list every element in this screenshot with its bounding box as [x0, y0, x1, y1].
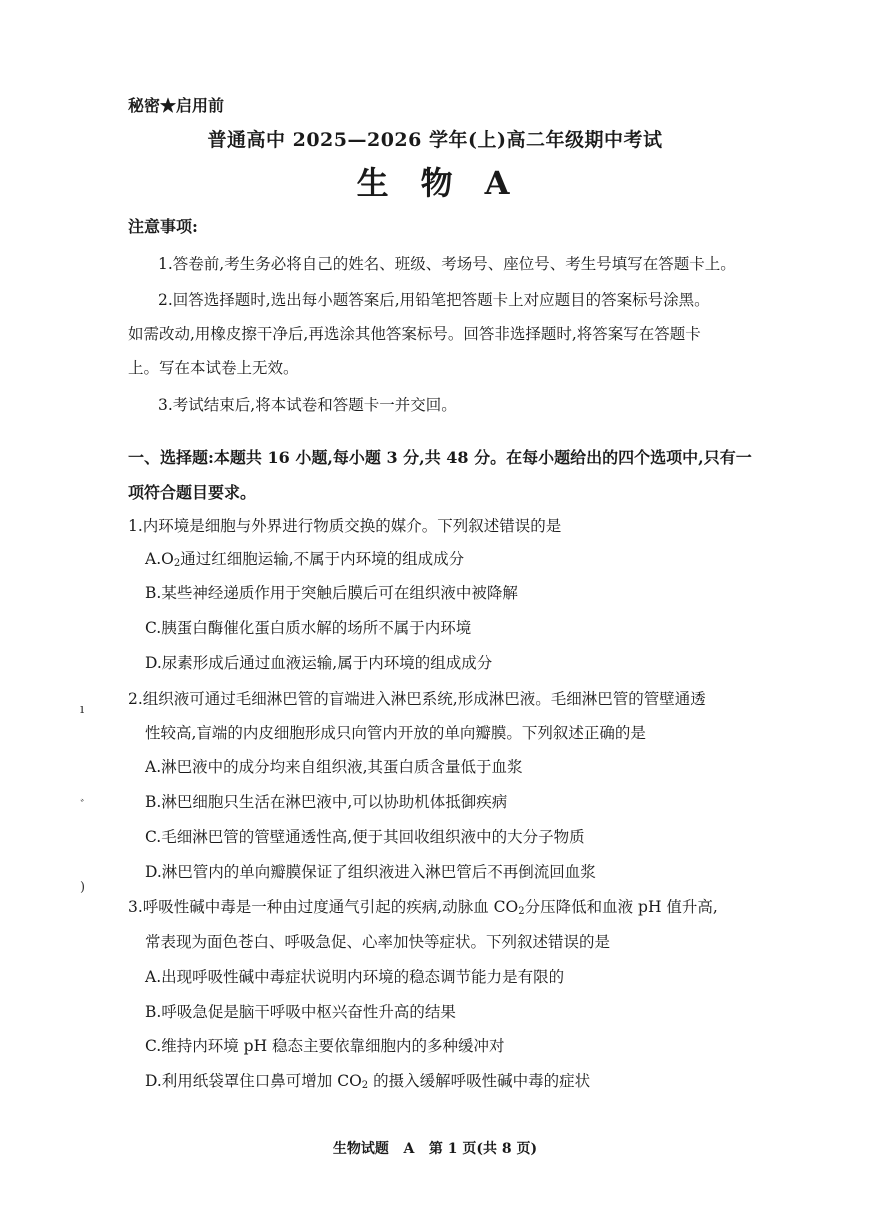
q1-option-b: B.某些神经递质作用于突触后膜后可在组织液中被降解 [145, 584, 518, 602]
notice-item-3: 3.考试结束后,将本试卷和答题卡一并交回。 [158, 396, 457, 414]
q2-option-d: D.淋巴管内的单向瓣膜保证了组织液进入淋巴管后不再倒流回血浆 [145, 863, 596, 881]
q1-option-a-text-2: 通过红细胞运输,不属于内环境的组成成分 [180, 550, 465, 568]
notice-item-2-line-3: 上。写在本试卷上无效。 [128, 359, 299, 377]
section-heading-line-1: 一、选择题:本题共 16 小题,每小题 3 分,共 48 分。在每小题给出的四个选项中,只有一 [128, 448, 752, 467]
q3-stem-line-2: 常表现为面色苍白、呼吸急促、心率加快等症状。下列叙述错误的是 [145, 933, 611, 951]
q2-option-b: B.淋巴细胞只生活在淋巴液中,可以协助机体抵御疾病 [145, 793, 508, 811]
notice-item-2-line-2: 如需改动,用橡皮擦干净后,再选涂其他答案标号。回答非选择题时,将答案写在答题卡 [128, 325, 701, 343]
confidential-label: 秘密★启用前 [128, 96, 225, 115]
exam-title: 普通高中 2025—2026 学年(上)高二年级期中考试 [207, 129, 663, 151]
notice-item-1: 1.答卷前,考生务必将自己的姓名、班级、考场号、座位号、考生号填写在答题卡上。 [158, 255, 736, 273]
notice-heading: 注意事项: [128, 217, 198, 236]
q3-option-a: A.出现呼吸性碱中毒症状说明内环境的稳态调节能力是有限的 [145, 968, 565, 986]
subject-variant: A [484, 164, 514, 202]
page-footer: 生物试题 A 第 1 页(共 8 页) [332, 1141, 538, 1157]
q1-option-a [145, 547, 464, 569]
binding-margin-mark: ) [80, 880, 86, 895]
q3-option-d-text-2: 的摄入缓解呼吸性碱中毒的症状 [368, 1072, 591, 1090]
q3-stem-line-1 [128, 895, 718, 917]
q3-stem-subscript: 2 [518, 906, 525, 917]
binding-margin-mark: ﾞ [80, 799, 87, 814]
q1-option-a-text: A.O [145, 550, 174, 568]
q2-option-a: A.淋巴液中的成分均来自组织液,其蛋白质含量低于血浆 [145, 758, 523, 776]
q2-option-c: C.毛细淋巴管的管壁通透性高,便于其回收组织液中的大分子物质 [145, 828, 585, 846]
q1-option-c: C.胰蛋白酶催化蛋白质水解的场所不属于内环境 [145, 619, 472, 637]
subject-char-1: 生 [356, 164, 393, 202]
binding-margin-mark: ı [80, 702, 85, 717]
q2-stem-line-2: 性较高,盲端的内皮细胞形成只向管内开放的单向瓣膜。下列叙述正确的是 [145, 724, 646, 742]
q1-option-d: D.尿素形成后通过血液运输,属于内环境的组成成分 [145, 654, 493, 672]
q3-option-c: C.维持内环境 pH 稳态主要依靠细胞内的多种缓冲对 [145, 1037, 505, 1055]
q3-stem-text-2: 分压降低和血液 pH 值升高, [524, 898, 718, 916]
subject-char-2: 物 [420, 164, 457, 202]
q3-option-b: B.呼吸急促是脑干呼吸中枢兴奋性升高的结果 [145, 1003, 456, 1021]
q2-stem-line-1: 2.组织液可通过毛细淋巴管的盲端进入淋巴系统,形成淋巴液。毛细淋巴管的管壁通透 [128, 690, 706, 708]
q3-stem-text: 3.呼吸性碱中毒是一种由过度通气引起的疾病,动脉血 CO [128, 898, 519, 916]
q3-option-d-text: D.利用纸袋罩住口鼻可增加 CO [145, 1072, 362, 1090]
q1-stem: 1.内环境是细胞与外界进行物质交换的媒介。下列叙述错误的是 [128, 517, 562, 535]
q3-option-d-subscript: 2 [361, 1080, 369, 1091]
q3-option-d [145, 1069, 590, 1091]
q1-option-a-subscript: 2 [173, 558, 181, 569]
section-heading-line-2: 项符合题目要求。 [128, 483, 257, 502]
subject-title [0, 158, 870, 204]
notice-item-2-line-1: 2.回答选择题时,选出每小题答案后,用铅笔把答题卡上对应题目的答案标号涂黑。 [158, 291, 710, 309]
